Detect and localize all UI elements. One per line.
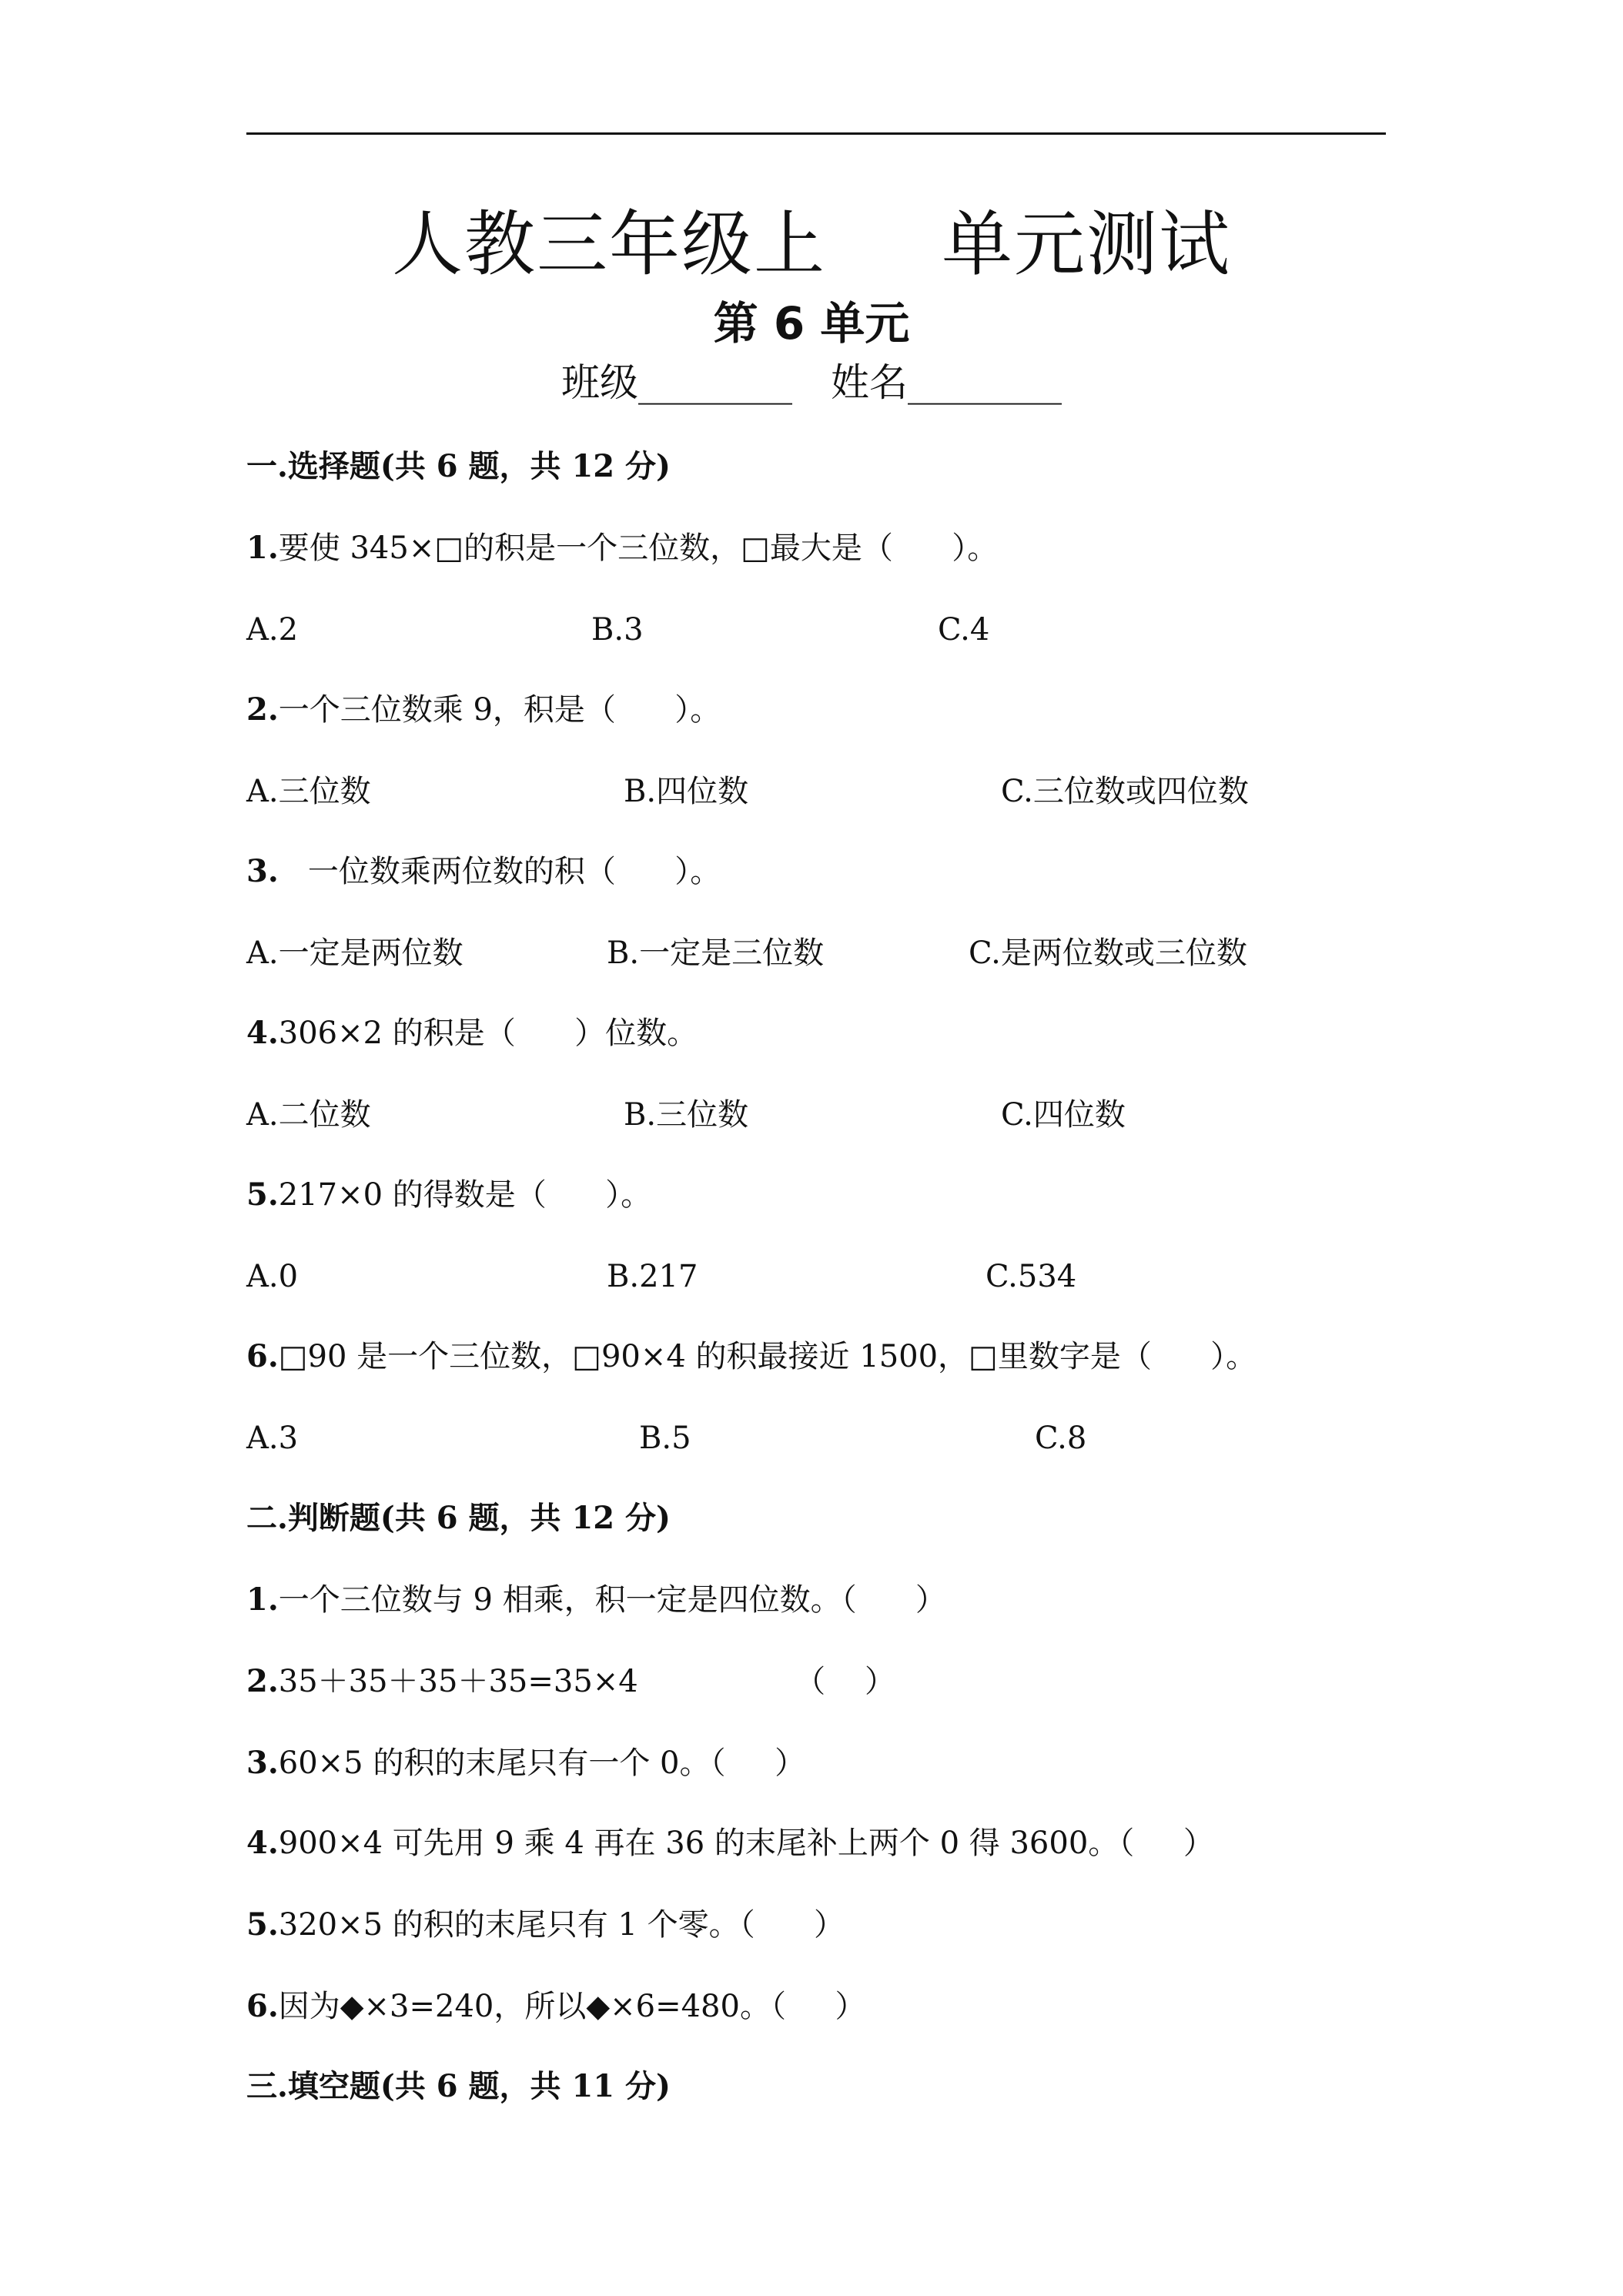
option-1-2-a: A.三位数 (246, 774, 371, 809)
option-1-1-a: A.2 (246, 612, 299, 648)
section-heading-judgment: 二.判断题(共 6 题，共 12 分) (246, 1500, 671, 1536)
class-blank: ________ (638, 360, 792, 405)
option-1-5-a: A.0 (246, 1259, 299, 1294)
question-2-6: 6.因为◆×3=240，所以◆×6=480。（ ） (246, 1988, 866, 2024)
option-1-6-c: C.8 (1035, 1421, 1087, 1456)
title-left: 人教三年级上 (391, 203, 826, 286)
option-1-6-b: B.5 (639, 1421, 691, 1456)
name-blank: ________ (908, 360, 1062, 405)
question-1-5: 5.217×0 的得数是（ ）。 (246, 1176, 652, 1213)
option-1-3-a: A.一定是两位数 (246, 935, 463, 971)
question-1-3: 3. 一位数乘两位数的积（ ）。 (246, 853, 721, 889)
section-heading-choice: 一.选择题(共 6 题，共 12 分) (246, 448, 671, 484)
question-1-6: 6.□90 是一个三位数，□90×4 的积最接近 1500，□里数字是（ ）。 (246, 1338, 1257, 1374)
option-1-2-b: B.四位数 (624, 774, 749, 809)
option-1-5-c: C.534 (986, 1259, 1077, 1294)
name-label: 姓名 (831, 360, 908, 405)
question-2-5: 5.320×5 的积的末尾只有 1 个零。（ ） (246, 1906, 845, 1943)
class-label: 班级 (561, 360, 638, 405)
question-1-2: 2.一个三位数乘 9，积是（ ）。 (246, 691, 721, 728)
page-title (0, 199, 1623, 291)
student-info (0, 356, 1623, 410)
option-1-1-b: B.3 (591, 612, 644, 648)
question-2-4: 4.900×4 可先用 9 乘 4 再在 36 的末尾补上两个 0 得 3600。（ ） (246, 1825, 1214, 1861)
option-1-6-a: A.3 (246, 1421, 299, 1456)
option-1-5-b: B.217 (607, 1259, 698, 1294)
question-1-1: 1.要使 345×□的积是一个三位数，□最大是（ ）。 (246, 530, 999, 566)
top-rule (246, 132, 1386, 135)
option-1-1-c: C.4 (938, 612, 990, 648)
question-2-2: 2.35＋35＋35＋35=35×4 （ ） (246, 1663, 896, 1699)
question-2-1: 1.一个三位数与 9 相乘，积一定是四位数。（ ） (246, 1581, 946, 1618)
unit-label: 第 6 单元 (713, 297, 910, 350)
option-1-3-c: C.是两位数或三位数 (969, 935, 1247, 971)
option-1-2-c: C.三位数或四位数 (1001, 774, 1249, 809)
question-2-3: 3.60×5 的积的末尾只有一个 0。（ ） (246, 1745, 806, 1781)
option-1-3-b: B.一定是三位数 (607, 935, 825, 971)
section-heading-fill: 三.填空题(共 6 题，共 11 分) (246, 2068, 671, 2104)
option-1-4-c: C.四位数 (1001, 1097, 1126, 1133)
title-right: 单元测试 (942, 203, 1232, 286)
question-1-4: 4.306×2 的积是（ ）位数。 (246, 1015, 698, 1051)
option-1-4-b: B.三位数 (624, 1097, 749, 1133)
option-1-4-a: A.二位数 (246, 1097, 371, 1133)
